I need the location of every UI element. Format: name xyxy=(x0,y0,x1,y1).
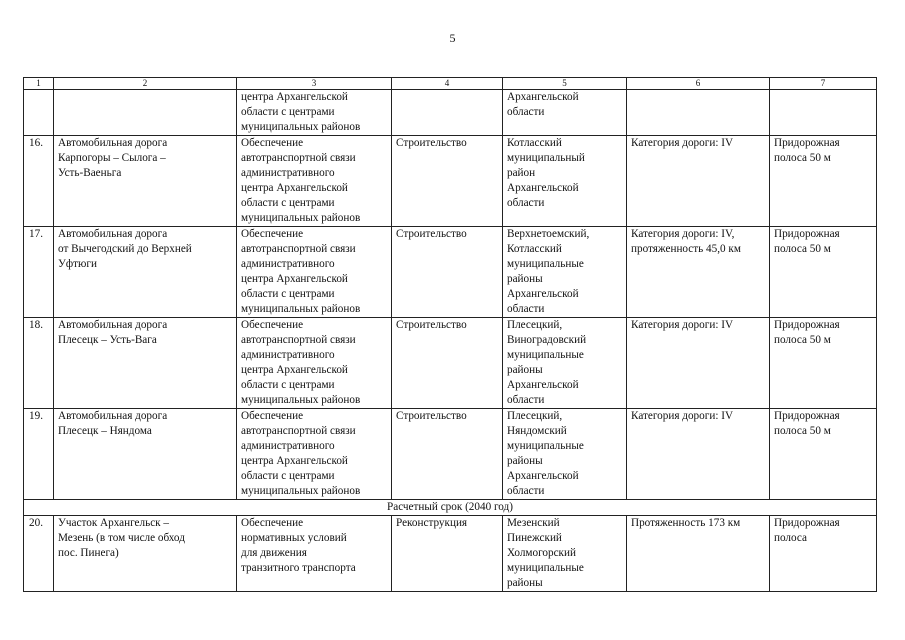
text-line: Автомобильная дорога xyxy=(58,228,168,240)
column-header: 2 xyxy=(54,78,237,90)
cell-characteristics xyxy=(627,227,770,318)
text-line: области с центрами xyxy=(241,197,335,209)
text-line: Плесецкий, xyxy=(507,410,563,422)
text-line: центра Архангельской xyxy=(241,273,348,285)
section-title: Расчетный срок (2040 год) xyxy=(24,500,877,516)
cell-name xyxy=(54,90,237,136)
text-line: области с центрами xyxy=(241,106,335,118)
text-line: районы xyxy=(507,364,543,376)
text-line: Обеспечение xyxy=(241,319,304,331)
text-line: Архангельской xyxy=(507,182,579,194)
cell-purpose xyxy=(237,227,392,318)
cell-purpose xyxy=(237,136,392,227)
cell-num: 19. xyxy=(24,409,54,500)
cell-num xyxy=(24,90,54,136)
cell-name xyxy=(54,227,237,318)
cell-name xyxy=(54,318,237,409)
cell-purpose xyxy=(237,409,392,500)
cell-type: Строительство xyxy=(392,136,503,227)
column-header: 3 xyxy=(237,78,392,90)
cell-type: Строительство xyxy=(392,318,503,409)
text-line: Автомобильная дорога xyxy=(58,319,168,331)
text-line: Мезенский xyxy=(507,517,560,529)
text-line: муниципальных районов xyxy=(241,121,361,133)
cell-type: Строительство xyxy=(392,409,503,500)
cell-purpose xyxy=(237,516,392,592)
text-line: центра Архангельской xyxy=(241,364,348,376)
cell-location xyxy=(503,90,627,136)
text-line: муниципальные xyxy=(507,562,584,574)
text-line: муниципальные xyxy=(507,349,584,361)
text-line: Протяженность 173 км xyxy=(631,517,741,529)
table-row xyxy=(24,227,877,318)
text-line: Придорожная xyxy=(774,410,840,422)
cell-zone xyxy=(770,516,877,592)
cell-num: 18. xyxy=(24,318,54,409)
page-number: 5 xyxy=(449,31,456,45)
cell-zone xyxy=(770,409,877,500)
text-line: полоса 50 м xyxy=(774,243,831,255)
cell-purpose xyxy=(237,318,392,409)
cell-name xyxy=(54,409,237,500)
text-line: центра Архангельской xyxy=(241,455,348,467)
text-line: Верхнетоемский, xyxy=(507,228,590,240)
text-line: административного xyxy=(241,258,335,270)
text-line: Автомобильная дорога xyxy=(58,137,168,149)
text-line: автотранспортной связи xyxy=(241,243,356,255)
text-line: Обеспечение xyxy=(241,410,304,422)
text-line: Категория дороги: IV xyxy=(631,319,734,331)
text-line: области с центрами xyxy=(241,288,335,300)
text-line: полоса 50 м xyxy=(774,425,831,437)
cell-characteristics xyxy=(627,90,770,136)
text-line: Архангельской xyxy=(507,470,579,482)
text-line: муниципальные xyxy=(507,440,584,452)
text-line: административного xyxy=(241,167,335,179)
text-line: Категория дороги: IV xyxy=(631,137,734,149)
text-line: Придорожная xyxy=(774,319,840,331)
text-line: Категория дороги: IV, xyxy=(631,228,735,240)
text-line: области с центрами xyxy=(241,470,335,482)
text-line: муниципальные xyxy=(507,258,584,270)
column-header: 5 xyxy=(503,78,627,90)
text-line: Плесецк – Няндома xyxy=(58,425,152,437)
table-row xyxy=(24,516,877,592)
text-line: Участок Архангельск – xyxy=(58,517,170,529)
cell-num: 16. xyxy=(24,136,54,227)
text-line: от Вычегодский до Верхней xyxy=(58,243,192,255)
cell-characteristics xyxy=(627,409,770,500)
text-line: области xyxy=(507,485,545,497)
text-line: Обеспечение xyxy=(241,228,304,240)
roads-table xyxy=(23,77,877,592)
text-line: Обеспечение xyxy=(241,517,304,529)
cell-location xyxy=(503,136,627,227)
column-header: 1 xyxy=(24,78,54,90)
cell-purpose xyxy=(237,90,392,136)
text-line: Придорожная xyxy=(774,137,840,149)
cell-type: Строительство xyxy=(392,227,503,318)
cell-zone xyxy=(770,318,877,409)
table-row xyxy=(24,409,877,500)
text-line: Архангельской xyxy=(507,91,579,103)
text-line: муниципальный xyxy=(507,152,585,164)
text-line: административного xyxy=(241,349,335,361)
text-line: Автомобильная дорога xyxy=(58,410,168,422)
text-line: Няндомский xyxy=(507,425,567,437)
text-line: Пинежский xyxy=(507,532,562,544)
text-line: Усть-Ваеньга xyxy=(58,167,122,179)
cell-type xyxy=(392,90,503,136)
text-line: центра Архангельской xyxy=(241,182,348,194)
text-line: пос. Пинега) xyxy=(58,547,119,559)
text-line: области xyxy=(507,106,545,118)
text-line: Придорожная xyxy=(774,228,840,240)
text-line: муниципальных районов xyxy=(241,303,361,315)
continuation-row xyxy=(24,90,877,136)
text-line: районы xyxy=(507,577,543,589)
column-header: 6 xyxy=(627,78,770,90)
cell-location xyxy=(503,409,627,500)
cell-name xyxy=(54,516,237,592)
table-row xyxy=(24,136,877,227)
cell-location xyxy=(503,318,627,409)
text-line: Придорожная xyxy=(774,517,840,529)
text-line: полоса xyxy=(774,532,807,544)
table-row xyxy=(24,318,877,409)
cell-type: Реконструкция xyxy=(392,516,503,592)
cell-num: 17. xyxy=(24,227,54,318)
column-header: 4 xyxy=(392,78,503,90)
text-line: Архангельской xyxy=(507,379,579,391)
text-line: Плесецк – Усть-Вага xyxy=(58,334,157,346)
text-line: области xyxy=(507,197,545,209)
cell-zone xyxy=(770,90,877,136)
text-line: Категория дороги: IV xyxy=(631,410,734,422)
text-line: Плесецкий, xyxy=(507,319,563,331)
text-line: муниципальных районов xyxy=(241,485,361,497)
text-line: Котласский xyxy=(507,243,562,255)
text-line: Карпогоры – Сылога – xyxy=(58,152,166,164)
text-line: муниципальных районов xyxy=(241,394,361,406)
cell-num: 20. xyxy=(24,516,54,592)
text-line: Котласский xyxy=(507,137,562,149)
text-line: муниципальных районов xyxy=(241,212,361,224)
text-line: Холмогорский xyxy=(507,547,576,559)
text-line: области xyxy=(507,303,545,315)
text-line: административного xyxy=(241,440,335,452)
text-line: Архангельской xyxy=(507,288,579,300)
cell-zone xyxy=(770,227,877,318)
cell-location xyxy=(503,227,627,318)
cell-zone xyxy=(770,136,877,227)
text-line: Обеспечение xyxy=(241,137,304,149)
text-line: районы xyxy=(507,455,543,467)
text-line: автотранспортной связи xyxy=(241,334,356,346)
column-number-row xyxy=(24,78,877,90)
text-line: центра Архангельской xyxy=(241,91,348,103)
cell-name xyxy=(54,136,237,227)
text-line: Мезень (в том числе обход xyxy=(58,532,185,544)
text-line: области с центрами xyxy=(241,379,335,391)
text-line: район xyxy=(507,167,536,179)
column-header: 7 xyxy=(770,78,877,90)
text-line: автотранспортной связи xyxy=(241,152,356,164)
text-line: Уфтюги xyxy=(58,258,97,270)
text-line: полоса 50 м xyxy=(774,334,831,346)
cell-characteristics xyxy=(627,136,770,227)
text-line: транзитного транспорта xyxy=(241,562,356,574)
text-line: для движения xyxy=(241,547,307,559)
text-line: автотранспортной связи xyxy=(241,425,356,437)
text-line: нормативных условий xyxy=(241,532,347,544)
text-line: области xyxy=(507,394,545,406)
text-line: полоса 50 м xyxy=(774,152,831,164)
section-row xyxy=(24,500,877,516)
cell-characteristics xyxy=(627,318,770,409)
text-line: районы xyxy=(507,273,543,285)
cell-characteristics xyxy=(627,516,770,592)
cell-location xyxy=(503,516,627,592)
text-line: протяженность 45,0 км xyxy=(631,243,741,255)
text-line: Виноградовский xyxy=(507,334,587,346)
